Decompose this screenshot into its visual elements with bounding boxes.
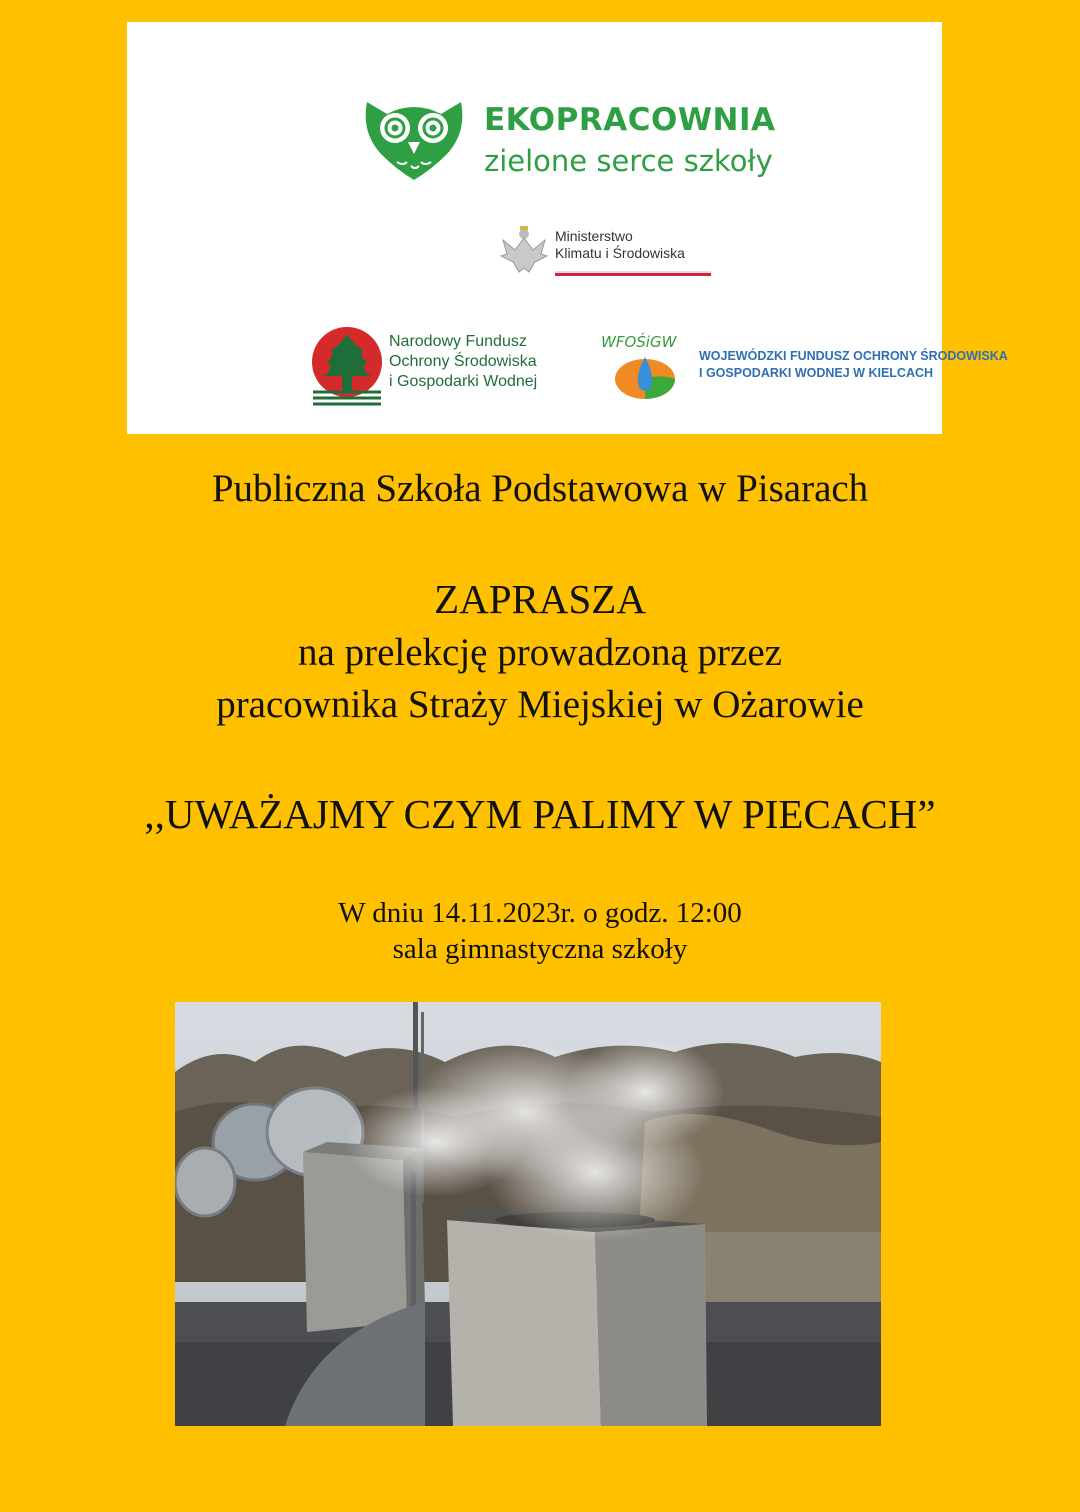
flag-red-stripe — [555, 273, 711, 276]
event-location: sala gimnastyczna szkoły — [392, 933, 688, 965]
invite-line-3: pracownika Straży Miejskiej w Ożarowie — [216, 683, 864, 726]
nfos-line-1: Narodowy Fundusz — [389, 333, 527, 350]
invite-line-2: na prelekcję prowadzoną przez — [298, 631, 782, 674]
eagle-emblem-icon — [499, 224, 549, 276]
invite-heading: ZAPRASZA — [434, 576, 646, 622]
ekopracownia-subtitle: zielone serce szkoły — [484, 144, 773, 178]
nfos-line-3: i Gospodarki Wodnej — [389, 373, 538, 390]
ministry-name — [555, 228, 685, 262]
wfos-name — [699, 348, 1008, 382]
school-name: Publiczna Szkoła Podstawowa w Pisarach — [211, 467, 869, 510]
event-date-time: W dniu 14.11.2023r. o godz. 12:00 — [338, 897, 742, 929]
chimney-smoke-photo — [175, 1002, 881, 1426]
logo-panel — [127, 22, 1008, 434]
ministry-line-1: Ministerstwo — [555, 228, 633, 244]
tree-emblem-icon — [309, 326, 385, 408]
wfos-line-2: I GOSPODARKI WODNEJ W KIELCACH — [699, 366, 934, 380]
flag-bar — [555, 271, 711, 276]
nfos-name — [389, 332, 537, 392]
drop-emblem-icon — [599, 329, 691, 401]
wfos-logo-text: WFOŚiGW — [601, 333, 677, 351]
ministry-line-2: Klimatu i Środowiska — [555, 245, 685, 261]
nfos-line-2: Ochrony Środowiska — [389, 353, 537, 370]
ekopracownia-title: EKOPRACOWNIA — [484, 102, 776, 138]
lecture-topic: ,,UWAŻAJMY CZYM PALIMY W PIECACH” — [144, 791, 936, 837]
wfos-line-1: WOJEWÓDZKI FUNDUSZ OCHRONY ŚRODOWISKA — [699, 349, 1008, 363]
owl-heart-icon — [359, 92, 469, 182]
